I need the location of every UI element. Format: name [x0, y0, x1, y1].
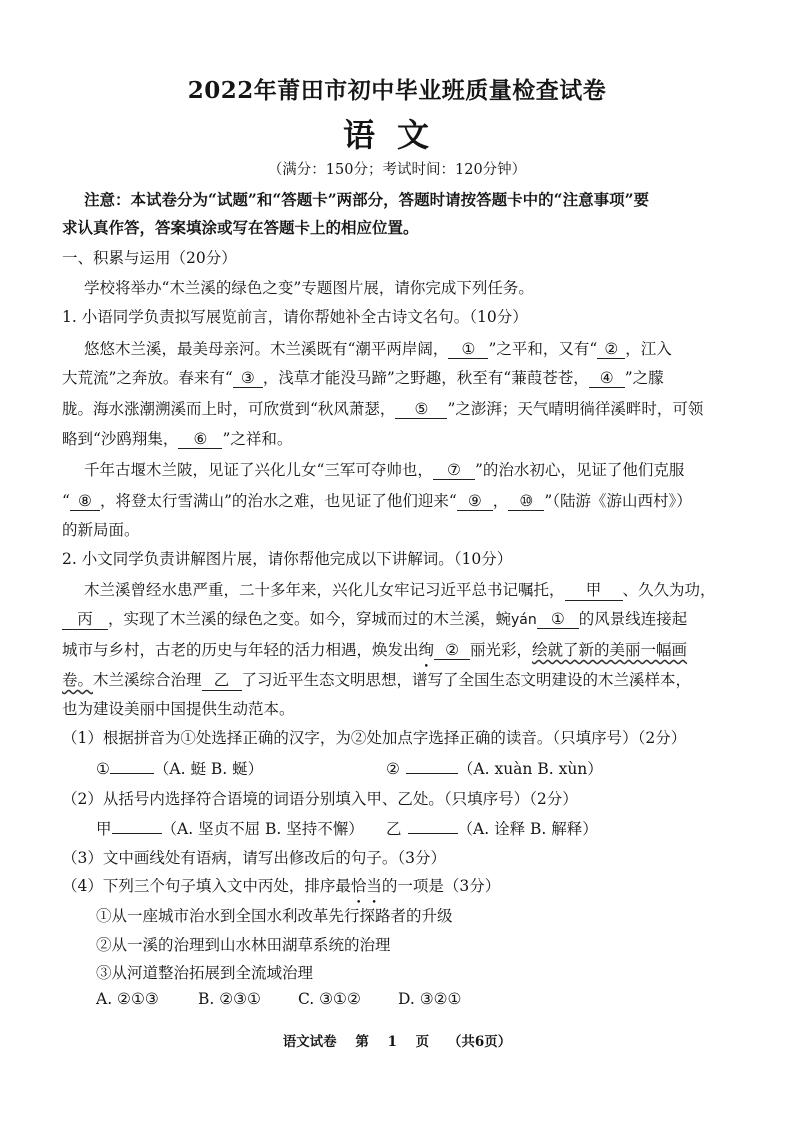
score-info: （满分：150分；考试时间：120分钟）: [267, 162, 527, 178]
sentence-1: ①从一座城市治水到全国水利改革先行探路者的升级: [96, 907, 453, 925]
q2-sub2-stem: （2）从括号内选择符合语境的词语分别填入甲、乙处。（只填序号）（2分）: [62, 790, 578, 808]
text: 的一项是（3分）: [381, 877, 501, 895]
option-d: D. ③②①: [398, 990, 462, 1008]
q2-para-line-5: 也为建设美丽中国提供生动范本。: [62, 700, 295, 718]
text: ，将登太行雪满山”的治水之难，也见证了他们迎来“: [99, 492, 457, 510]
text: ，浅草才能没马蹄”之野趣，秋至有“蒹葭苍苍，: [262, 369, 589, 387]
section-title: 一、积累与运用（20分）: [62, 249, 237, 267]
q2-para-line-2: [62, 607, 687, 630]
text: 了习近平生态文明思想，谱写了全国生态文明建设的木兰溪样本，: [241, 671, 692, 689]
section-intro: 学校将举办“木兰溪的绿色之变”专题图片展，请你完成下列任务。: [84, 279, 534, 297]
underlined-sentence: 绘就了新的美丽一幅画: [532, 641, 688, 659]
text: 丽光彩，: [470, 641, 533, 659]
exam-title: 2022年莆田市初中毕业班质量检查试卷: [187, 77, 607, 104]
dotted-char: 当: [366, 877, 382, 895]
q2-sub2-a: [96, 817, 364, 839]
text: 的风景线连接起: [578, 610, 688, 628]
options: （A. xuàn B. xùn）: [457, 760, 603, 778]
sentence-2: ②从一溪的治理到山水林田湖草系统的治理: [96, 936, 391, 954]
blank-yi: 乙: [202, 668, 242, 691]
text: ，: [492, 492, 509, 510]
page-footer: [0, 1030, 794, 1050]
q2-sub3-stem: （3）文中画线处有语病，请写出修改后的句子。（3分）: [62, 849, 446, 867]
answer-blank: [408, 833, 458, 834]
blank-9: ⑨: [457, 492, 493, 511]
q1-para-line-4: [62, 427, 292, 449]
dotted-char: 绚: [418, 641, 435, 659]
blank-circle-2: ②: [434, 641, 470, 660]
text: ”之澎湃；天气晴明徜徉溪畔时，可领: [447, 400, 704, 418]
options: （A. 蜓 B. 蜒）: [153, 760, 264, 778]
q2-para-line-4: [62, 668, 691, 691]
q2-sub1-a: [96, 757, 263, 779]
text: 木兰溪曾经水患严重，二十多年来，兴化儿女牢记习近平总书记嘱托，: [84, 581, 565, 599]
q2-sub4-stem: [62, 874, 500, 896]
q1-para-line-1: [84, 337, 672, 359]
blank-5: ⑤: [395, 400, 447, 419]
q1-stem: 1. 小语同学负责拟写展览前言，请你帮她补全古诗文名句。（10分）: [62, 308, 528, 326]
answer-blank: [112, 833, 162, 834]
blank-7: ⑦: [433, 461, 475, 480]
blank-6: ⑥: [178, 430, 222, 449]
notice-line-2: 求认真作答，答案填涂或写在答题卡上的相应位置。: [62, 218, 419, 237]
options: （A. 诠释 B. 解释）: [457, 820, 598, 838]
q1-para-line-2: [62, 366, 664, 388]
text: ”之祥和。: [222, 430, 293, 448]
text: ”的治水初心，见证了他们克服: [474, 461, 685, 479]
blank-jia: 甲: [565, 578, 623, 601]
notice-line-1: 注意：本试卷分为“试题”和“答题卡”两部分，答题时请按答题卡中的“注意事项”要: [84, 190, 649, 209]
dotted-char: 恰: [350, 877, 367, 895]
text: ”（陆游《游山西村》）: [544, 492, 692, 510]
answer-blank: [406, 773, 458, 774]
subject-title: 语文: [342, 116, 451, 154]
options: （A. 坚贞不屈 B. 坚持不懈）: [161, 820, 364, 838]
text: 大荒流”之奔放。春来有“: [62, 369, 233, 387]
underlined-sentence-end: 卷。: [62, 671, 94, 689]
text: 城市与乡村，古老的历史与年轻的活力相遇，焕发出: [62, 641, 419, 659]
q1-para-line-5: [84, 458, 684, 480]
blank-2: ②: [597, 340, 625, 359]
text: ，实现了木兰溪的绿色之变。如今，穿城而过的木兰溪，蜿: [108, 610, 512, 628]
text: ”之朦: [624, 369, 664, 387]
text: “: [62, 492, 70, 510]
blank-circle-1: ①: [537, 610, 579, 629]
q2-para-line-3: [62, 638, 687, 660]
option-a: A. ②①③: [96, 990, 159, 1008]
text: 略到“沙鸥翔集，: [62, 430, 179, 448]
text: 悠悠木兰溪，最美母亲河。木兰溪既有“潮平两岸阔，: [84, 340, 449, 358]
text: （4）下列三个句子填入文中丙处，排序最: [62, 877, 351, 895]
blank-8: ⑧: [70, 492, 100, 511]
footer-subject: 语文试卷: [282, 1034, 337, 1050]
q2-sub1-stem: （1）根据拼音为①处选择正确的汉字，为②处加点字选择正确的读音。（只填序号）（2分）: [62, 729, 687, 747]
footer-page: 第 1 页: [355, 1034, 430, 1050]
footer-total: （共6页）: [447, 1034, 512, 1050]
text: 胧。海水涨潮溯溪而上时，可欣赏到“秋风萧瑟，: [62, 400, 396, 418]
q1-para-line-7: 的新局面。: [62, 521, 140, 539]
pinyin-yan: yán: [511, 612, 537, 628]
blank-bing: 丙: [62, 607, 108, 630]
q1-para-line-3: [62, 397, 703, 419]
q2-sub2-b: [386, 817, 598, 839]
q1-para-line-6: [62, 489, 692, 511]
text: 木兰溪综合治理: [93, 671, 202, 689]
option-b: B. ②③①: [198, 990, 261, 1008]
q2-sub1-b: [386, 757, 603, 779]
blank-3: ③: [233, 369, 263, 388]
label: ①: [96, 760, 110, 778]
option-c: C. ③①②: [298, 990, 361, 1008]
label: 乙: [386, 820, 402, 838]
blank-1: ①: [448, 340, 488, 359]
q2-stem: 2. 小文同学负责讲解图片展，请你帮他完成以下讲解词。（10分）: [62, 550, 513, 568]
text: ，江入: [625, 340, 672, 358]
blank-4: ④: [589, 369, 625, 388]
label: 甲: [96, 820, 112, 838]
text: 、久久为功，: [622, 581, 716, 599]
answer-blank: [110, 773, 154, 774]
text: 千年古堰木兰陂，见证了兴化儿女“三军可夺帅也，: [84, 461, 433, 479]
text: ”之平和，又有“: [488, 340, 598, 358]
blank-10: ⑩: [508, 492, 544, 511]
label: ②: [386, 760, 400, 778]
q2-para-line-1: [84, 578, 716, 601]
sentence-3: ③从河道整治拓展到全流域治理: [96, 964, 314, 982]
